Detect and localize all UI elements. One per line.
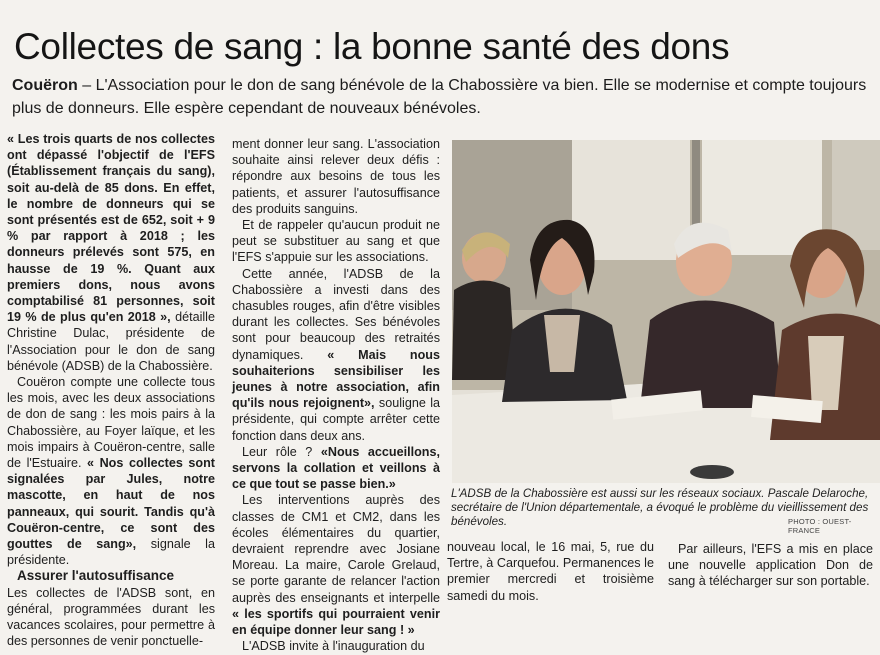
- paragraph: nouveau local, le 16 mai, 5, rue du Tertre, à Carquefou. Permanences le premier mercredi et troisième samedi du mois.: [447, 540, 654, 603]
- dateline-place: Couëron: [12, 77, 78, 94]
- quote-bold: «Nous accueillons, servons la collation et veillons à ce que tout se passe bien.»: [232, 444, 440, 492]
- quote-bold: « Les trois quarts de nos collectes ont dépassé l'objectif de l'EFS (Établissement français du sang), soit au-delà de 85 dons. En effet, le nombre de donneurs qui se sont présentés est de 652, soit + 9 % par rapport à 2018 ; les donneurs prélevés sont 575, en hausse de 19 %. Quant aux premiers dons, nous avons comptabilisé 81 personnes, soit 19 % de plus qu'en 2018 »,: [7, 132, 215, 325]
- paragraph-text: signale la présidente.: [7, 537, 215, 568]
- section-subheading: Assurer l'autosuffisance: [17, 568, 175, 584]
- photo-caption: L'ADSB de la Chabossière est aussi sur les réseaux sociaux. Pascale Delaroche, secrétaire de l'Union départementale, a évoqué le problème du vieillissement des bénévoles.: [451, 487, 869, 528]
- article-lede: [12, 74, 872, 120]
- quote-bold: « Nos collectes sont signalées par Jules, notre mascotte, en haut de nos panneaux, qui sourit. Tandis qu'à Couëron-centre, ce sont des gouttes de sang»,: [7, 456, 215, 552]
- lede-text: – L'Association pour le don de sang bénévole de la Chabossière va bien. Elle se modernise et compte toujours plus de donneurs. Elle espère cependant de nouveaux bénévoles.: [12, 77, 867, 117]
- article-headline: Collectes de sang : la bonne santé des dons: [14, 26, 730, 67]
- paragraph: [7, 374, 215, 568]
- paragraph-text: souligne la présidente, qui compte arrêter cette fonction dans deux ans.: [232, 396, 440, 443]
- paragraph-text: Les interventions auprès des classes de CM1 et CM2, dans les écoles élémentaires du quartier, devraient reprendre avec Josiane Moreau. La maire, Carole Grelaud, se porte garante de relancer l'action auprès des enseignants et interpelle: [232, 493, 440, 605]
- paragraph-text: détaille Christine Dulac, présidente de l'Association pour le don de sang bénévole (ADSB) de la Chabossière.: [7, 310, 215, 373]
- paragraph: Par ailleurs, l'EFS a mis en place une nouvelle application Don de sang à télécharger sur son portable.: [668, 542, 873, 589]
- photo-illustration: [452, 140, 880, 483]
- paragraph: Et de rappeler qu'aucun produit ne peut se substituer au sang et que l'EFS s'appuie sur les associations.: [232, 218, 440, 265]
- quote-bold: « Mais nous souhaiterions sensibiliser les jeunes à notre association, afin qu'ils nous rejoignent»,: [232, 347, 440, 411]
- article-column-4: [668, 541, 873, 590]
- paragraph: Les collectes de l'ADSB sont, en général, programmées durant les vacances scolaires, pour permettre à des personnes de venir ponctuelle-: [7, 585, 215, 649]
- article-column-1: [7, 131, 215, 650]
- article-column-2: [232, 136, 440, 655]
- paragraph: L'ADSB invite à l'inauguration du: [242, 639, 425, 654]
- paragraph-text: Leur rôle ?: [242, 444, 313, 459]
- paragraph: [232, 492, 440, 638]
- article-photo: [452, 140, 880, 483]
- paragraph: ment donner leur sang. L'association souhaite ainsi relever deux défis : répondre aux besoins de tous les patients, et assurer l'autosuffisance des produits sanguins.: [232, 137, 440, 216]
- paragraph: [7, 131, 215, 374]
- article-column-3: [447, 539, 654, 604]
- photo-credit: PHOTO : OUEST-FRANCE: [788, 517, 852, 535]
- paragraph: [232, 266, 440, 444]
- quote-bold: « les sportifs qui pourraient venir en équipe donner leur sang ! »: [232, 606, 440, 638]
- paragraph-text: Couëron compte une collecte tous les mois, avec les deux associations de don de sang : les mois pairs à la Chabossière, au Foyer laïque, et les mois impairs à Couëron-centre, salle de l'Estuaire.: [7, 375, 215, 471]
- paragraph: [232, 444, 440, 493]
- paragraph-text: Cette année, l'ADSB de la Chabossière a investi dans des chasubles rouges, afin d'être visibles durant les collectes. Ses bénévoles sont pour beaucoup des retraités dynamiques.: [232, 266, 440, 362]
